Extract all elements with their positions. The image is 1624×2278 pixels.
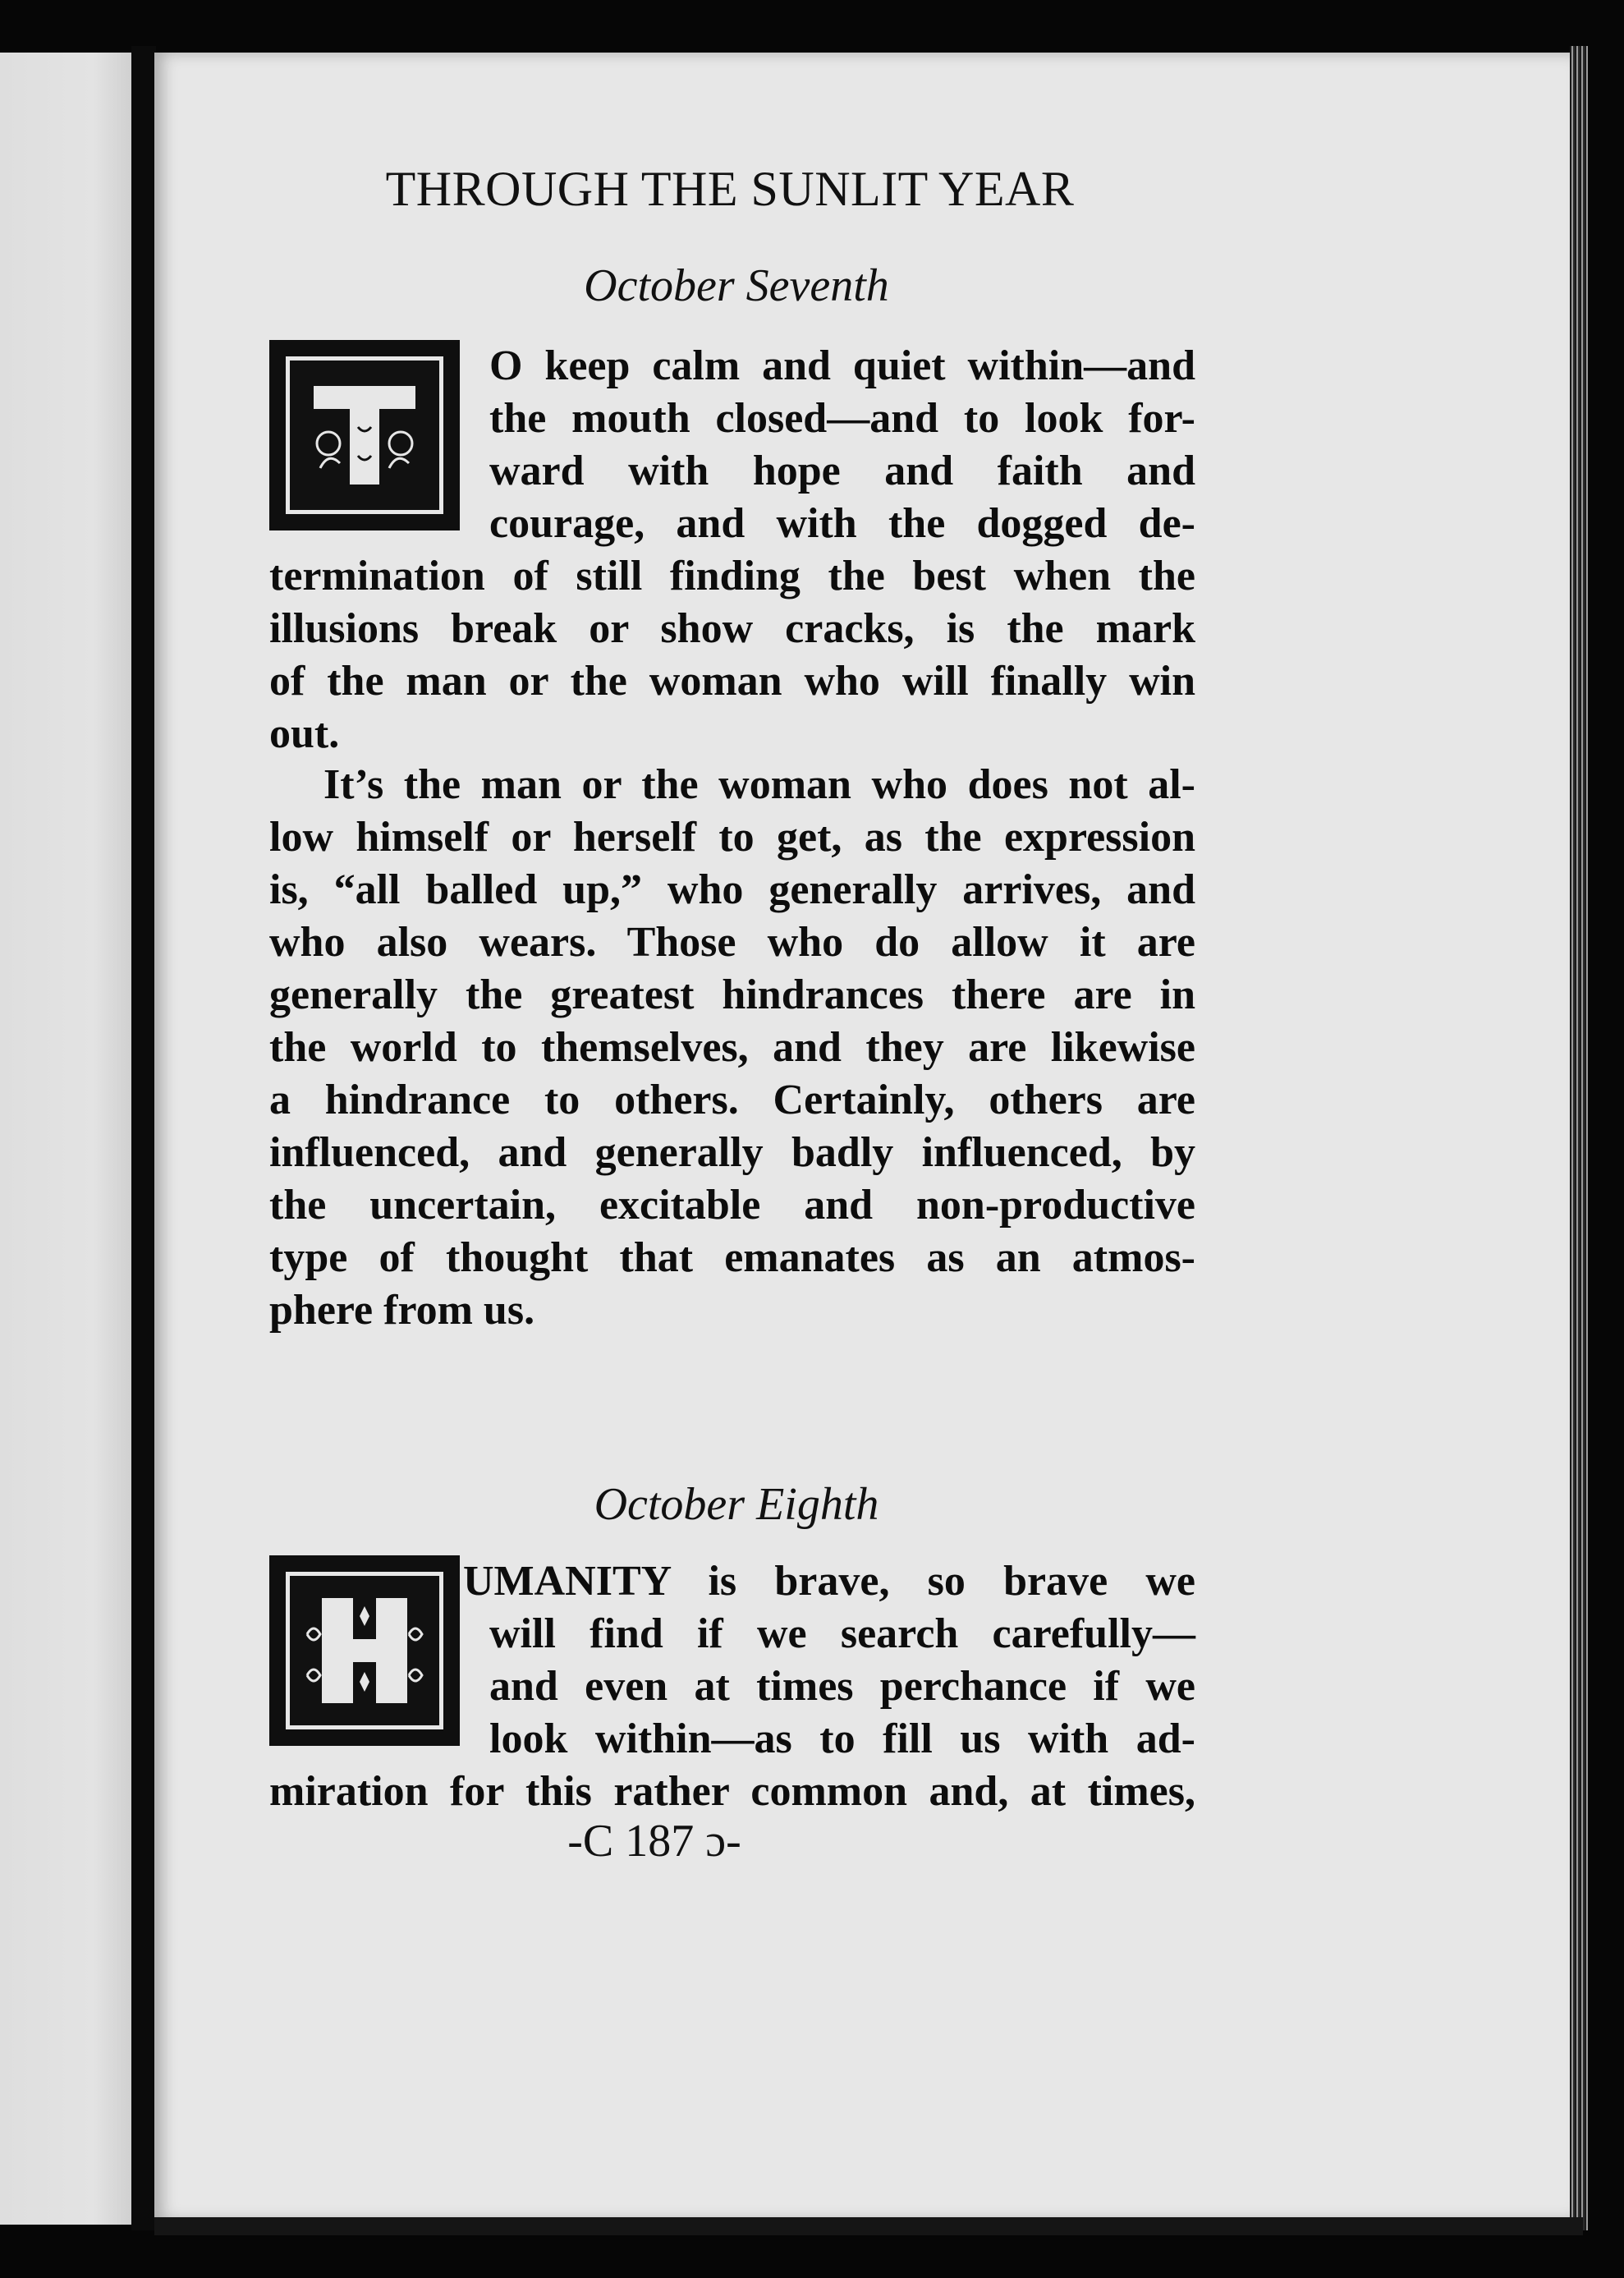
text-line: and even at times perchance if we (489, 1663, 1195, 1710)
text-line: the mouth closed—and to look for- (489, 395, 1195, 442)
text-line: generally the greatest hindrances there are in (269, 971, 1195, 1018)
entry-date-heading: October Eighth (594, 1479, 879, 1530)
text-line: miration for this rather common and, at times, (269, 1768, 1195, 1815)
text-line: type of thought that emanates as an atmos- (269, 1234, 1195, 1281)
page-bottom-edge (154, 2217, 1583, 2235)
text-line: of the man or the woman who will finally win (269, 658, 1195, 705)
text-line: a hindrance to others. Certainly, others are (269, 1077, 1195, 1123)
text-line: the uncertain, excitable and non-productive (269, 1182, 1195, 1229)
text-line: O keep calm and quiet within—and (489, 342, 1195, 389)
text-line: It’s the man or the woman who does not al- (323, 761, 1195, 808)
text-line: look within—as to fill us with ad- (489, 1715, 1195, 1762)
text-line: UMANITY is brave, so brave we (463, 1558, 1195, 1605)
text-line: influenced, and generally badly influenced, by (269, 1129, 1195, 1176)
entry-1-paragraph-2 (269, 759, 1195, 1337)
text-line: phere from us. (269, 1287, 535, 1334)
text-line: low himself or herself to get, as the expression (269, 814, 1195, 861)
text-line: will find if we search carefully— (489, 1610, 1195, 1657)
folio-ornament-left: -C (567, 1816, 614, 1867)
page-number (0, 1815, 1624, 1867)
text-line: termination of still finding the best when the (269, 553, 1195, 599)
entry-1-paragraph-1 (269, 340, 1195, 760)
page-stack-edge (1570, 46, 1588, 2230)
text-line: is, “all balled up,” who generally arrives, and (269, 866, 1195, 913)
folio-ornament-right: ɔ- (705, 1816, 741, 1867)
text-line: ward with hope and faith and (489, 448, 1195, 494)
facing-page-edge (0, 53, 133, 2225)
text-line: courage, and with the dogged de- (489, 500, 1195, 547)
folio-number: 187 (625, 1816, 695, 1867)
text-line: illusions break or show cracks, is the mark (269, 605, 1195, 652)
entry-date-heading: October Seventh (584, 260, 889, 311)
text-line: out. (269, 710, 340, 757)
book-gutter (131, 46, 156, 2230)
text-line: the world to themselves, and they are likewise (269, 1024, 1195, 1071)
running-head: THROUGH THE SUNLIT YEAR (385, 162, 1075, 216)
text-line: who also wears. Those who do allow it are (269, 919, 1195, 966)
entry-2-paragraph-1 (269, 1555, 1195, 1818)
